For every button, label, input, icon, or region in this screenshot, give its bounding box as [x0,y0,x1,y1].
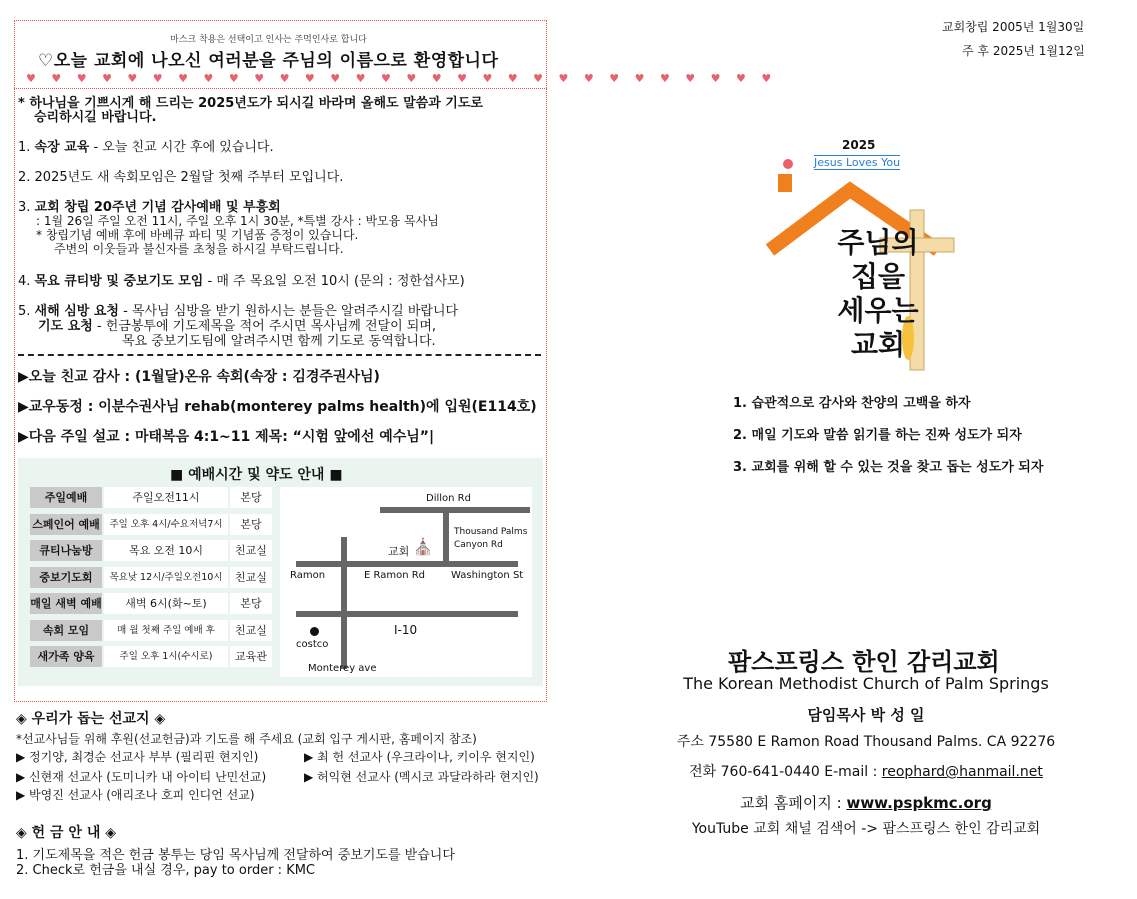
intro-line: 승리하시길 바랍니다. [34,110,157,125]
member-news: ▶교우동정 : 이분수권사님 rehab(monterey palms health)에 입원(E114호) [18,399,537,415]
logo-line: 교회 [850,328,906,361]
schedule-row [30,540,272,561]
youtube-line: YouTube 교회 채널 검색어 -> 팜스프링스 한인 감리교회 [691,821,1041,837]
offering-line: 2. Check로 헌금을 내실 경우, pay to order : KMC [16,863,316,878]
schedule-row [30,620,272,641]
schedule-name: 새가족 양육 [30,646,102,667]
schedule-time: 주일 오후 1시(수시로) [104,646,228,667]
ramon-road [296,561,518,567]
offering-title: ◈ 헌 금 안 내 ◈ [16,825,116,841]
mission-item: ▶ 박영진 선교사 (애리조나 호피 인디언 선교) [16,788,255,802]
fellowship-thanks: ▶오늘 친교 감사 : (1월달)온유 속회(속장 : 김경주권사님) [18,369,380,385]
schedule-name: 주일예배 [30,487,102,508]
schedule-time: 목요 오전 10시 [104,540,228,561]
map-label-monterey: Monterey ave [308,663,377,674]
church-name-korean: 팜스프링스 한인 감리교회 [728,648,1000,676]
item-title: 교회 창립 20주년 기념 감사예배 및 부흥회 [34,200,281,215]
schedule-place: 본당 [230,487,272,508]
map-label-ramon: Ramon [290,570,326,581]
schedule-place: 친교실 [230,540,272,561]
logo-year: 2025 [842,138,876,152]
logo-text [818,226,938,362]
item-title: 기도 요청 [38,319,93,334]
church-icon: ⛪ [413,537,433,556]
schedule-row [30,567,272,588]
pastor-name: 담임목사 박 성 일 [807,706,925,724]
prayer-request-detail: 목요 중보기도팀에 알려주시면 함께 기도로 동역합니다. [122,334,436,349]
current-date: 주 후 2025년 1월12일 [962,44,1085,58]
location-map [280,487,532,677]
intro-line: * 하나님을 기쁘시게 해 드리는 2025년도가 되시길 바라며 올해도 말씀과 기도로 [18,96,483,111]
schedule-name: 속회 모임 [30,620,102,641]
map-label-e-ramon: E Ramon Rd [364,570,426,581]
logo-line: 주님의 [837,226,919,259]
schedule-name: 매일 새벽 예배 [30,593,102,614]
church-goal: 3. 교회를 위해 할 수 있는 것을 찾고 돕는 성도가 되자 [733,460,1044,475]
map-label-costco: costco [296,639,329,650]
schedule-time: 새벽 6시(화~토) [104,593,228,614]
item-text: - 헌금봉투에 기도제목을 적어 주시면 목사님께 전달이 되며, [92,319,437,334]
item-text: - 오늘 친교 시간 후에 있습니다. [89,140,274,155]
contact-line [596,761,1136,781]
announcement-1 [18,136,274,155]
item-text: - 매 주 목요일 오전 10시 (문의 : 정한섭사모) [203,274,465,289]
item-text: - 목사님 심방을 받기 원하시는 분들은 알려주시길 바랍니다 [118,304,459,319]
schedule-place: 친교실 [230,620,272,641]
map-label-dillon: Dillon Rd [426,493,471,504]
mission-item: ▶ 최 헌 선교사 (우크라이나, 키이우 현지인) [304,750,535,764]
item-number: 1. [18,140,31,155]
divider [18,354,541,356]
hearts-decoration: ♥ ♥ ♥ ♥ ♥ ♥ ♥ ♥ ♥ ♥ ♥ ♥ ♥ ♥ ♥ ♥ ♥ ♥ ♥ ♥ ♥ ♥ ♥ ♥ ♥ ♥ ♥ ♥ ♥ ♥ [26,72,778,85]
announcement-3-detail: 주변의 이웃들과 불신자를 초청을 하시길 부탁드립니다. [54,242,344,256]
logo-line: 집을 [850,260,906,293]
mission-item: ▶ 신현재 선교사 (도미니카 내 아이티 난민선교) [16,770,267,784]
schedule-place: 본당 [230,514,272,535]
announcement-2: 2. 2025년도 새 속회모임은 2월달 첫째 주부터 모입니다. [18,170,344,185]
schedule-row [30,646,272,667]
schedule-row [30,593,272,614]
item-number: 4. [18,274,31,289]
item-title: 새해 심방 요청 [34,304,119,319]
schedule-time: 주일오전11시 [104,487,228,508]
logo-subtitle: Jesus Loves You [814,156,901,169]
homepage-link[interactable]: www.pspkmc.org [846,794,992,812]
schedule-place: 교육관 [230,646,272,667]
schedule-time: 목요낮 12시/주일오전10시 [104,567,228,588]
divider [14,88,547,89]
missions-title: ◈ 우리가 돕는 선교지 ◈ [16,711,166,727]
mission-item: ▶ 정기양, 최경순 선교사 부부 (필리핀 현지인) [16,750,259,764]
schedule-name: 스페인어 예배 [30,514,102,535]
next-sermon: ▶다음 주일 설교 : 마태복음 4:1~11 제목: “시험 앞에선 예수님”| [18,429,435,445]
map-label-canyon: Canyon Rd [454,540,503,550]
item-number: 5. [18,304,31,319]
church-logo [760,138,990,368]
church-goal: 1. 습관적으로 감사와 찬양의 고백을 하자 [733,396,971,411]
map-label-thousand-palms: Thousand Palms [454,527,528,537]
missions-desc: *선교사님들 위해 후원(선교헌금)과 기도를 해 주세요 (교회 입구 게시판, 홈페이지 참조) [16,732,477,746]
email-link[interactable]: reophard@hanmail.net [881,764,1043,780]
item-title: 목요 큐티방 및 중보기도 모임 [34,274,204,289]
church-goal: 2. 매일 기도와 말씀 읽기를 하는 진짜 성도가 되자 [733,428,1022,443]
schedule-time: 주일 오후 4시/수요저녁7시 [104,514,228,535]
schedule-name: 큐티나눔방 [30,540,102,561]
offering-line: 1. 기도제목을 적은 헌금 봉투는 당임 목사님께 전달하여 중보기도를 받습니다 [16,848,455,863]
announcement-4 [18,270,465,289]
phone-text: 전화 760-641-0440 E-mail : [689,764,882,780]
dillon-road [380,507,530,513]
schedule-row [30,514,272,535]
map-label-church: 교회 [388,545,410,558]
schedule-time: 매 월 첫째 주일 예배 후 [104,620,228,641]
i10-road [296,611,518,617]
item-title: 속장 교육 [34,140,90,155]
announcement-3-detail: : 1월 26일 주일 오전 11시, 주일 오후 1시 30분, *특별 강사 : 박모융 목사님 [36,214,439,228]
church-name-english: The Korean Methodist Church of Palm Springs [683,674,1049,693]
mask-note: 마스크 착용은 선택이고 인사는 주먹인사로 합니다 [170,35,367,45]
founding-date: 교회창립 2005년 1월30일 [942,20,1085,34]
schedule-place: 친교실 [230,567,272,588]
schedule-name: 중보기도회 [30,567,102,588]
announcement-3-detail: * 창립기념 예배 후에 바베큐 파티 및 기념품 증정이 있습니다. [36,228,359,242]
schedule-row [30,487,272,508]
map-label-i10: I-10 [394,623,418,637]
mission-item: ▶ 허익현 선교사 (멕시코 과달라하라 현지인) [304,770,539,784]
welcome-banner: ♡오늘 교회에 나오신 여러분을 주님의 이름으로 환영합니다 [38,51,499,71]
monterey-road [341,537,347,669]
schedule-place: 본당 [230,593,272,614]
costco-marker [310,627,319,636]
church-address: 주소 75580 E Ramon Road Thousand Palms. CA 92276 [676,734,1056,750]
homepage-line [596,792,1136,813]
schedule-title: ■ 예배시간 및 약도 안내 ■ [170,467,343,483]
thousand-palms-road [443,511,449,563]
item-number: 3. [18,200,31,215]
homepage-label: 교회 홈페이지 : [740,794,847,812]
map-label-washington: Washington St [451,570,524,581]
logo-line: 세우는 [837,294,919,327]
